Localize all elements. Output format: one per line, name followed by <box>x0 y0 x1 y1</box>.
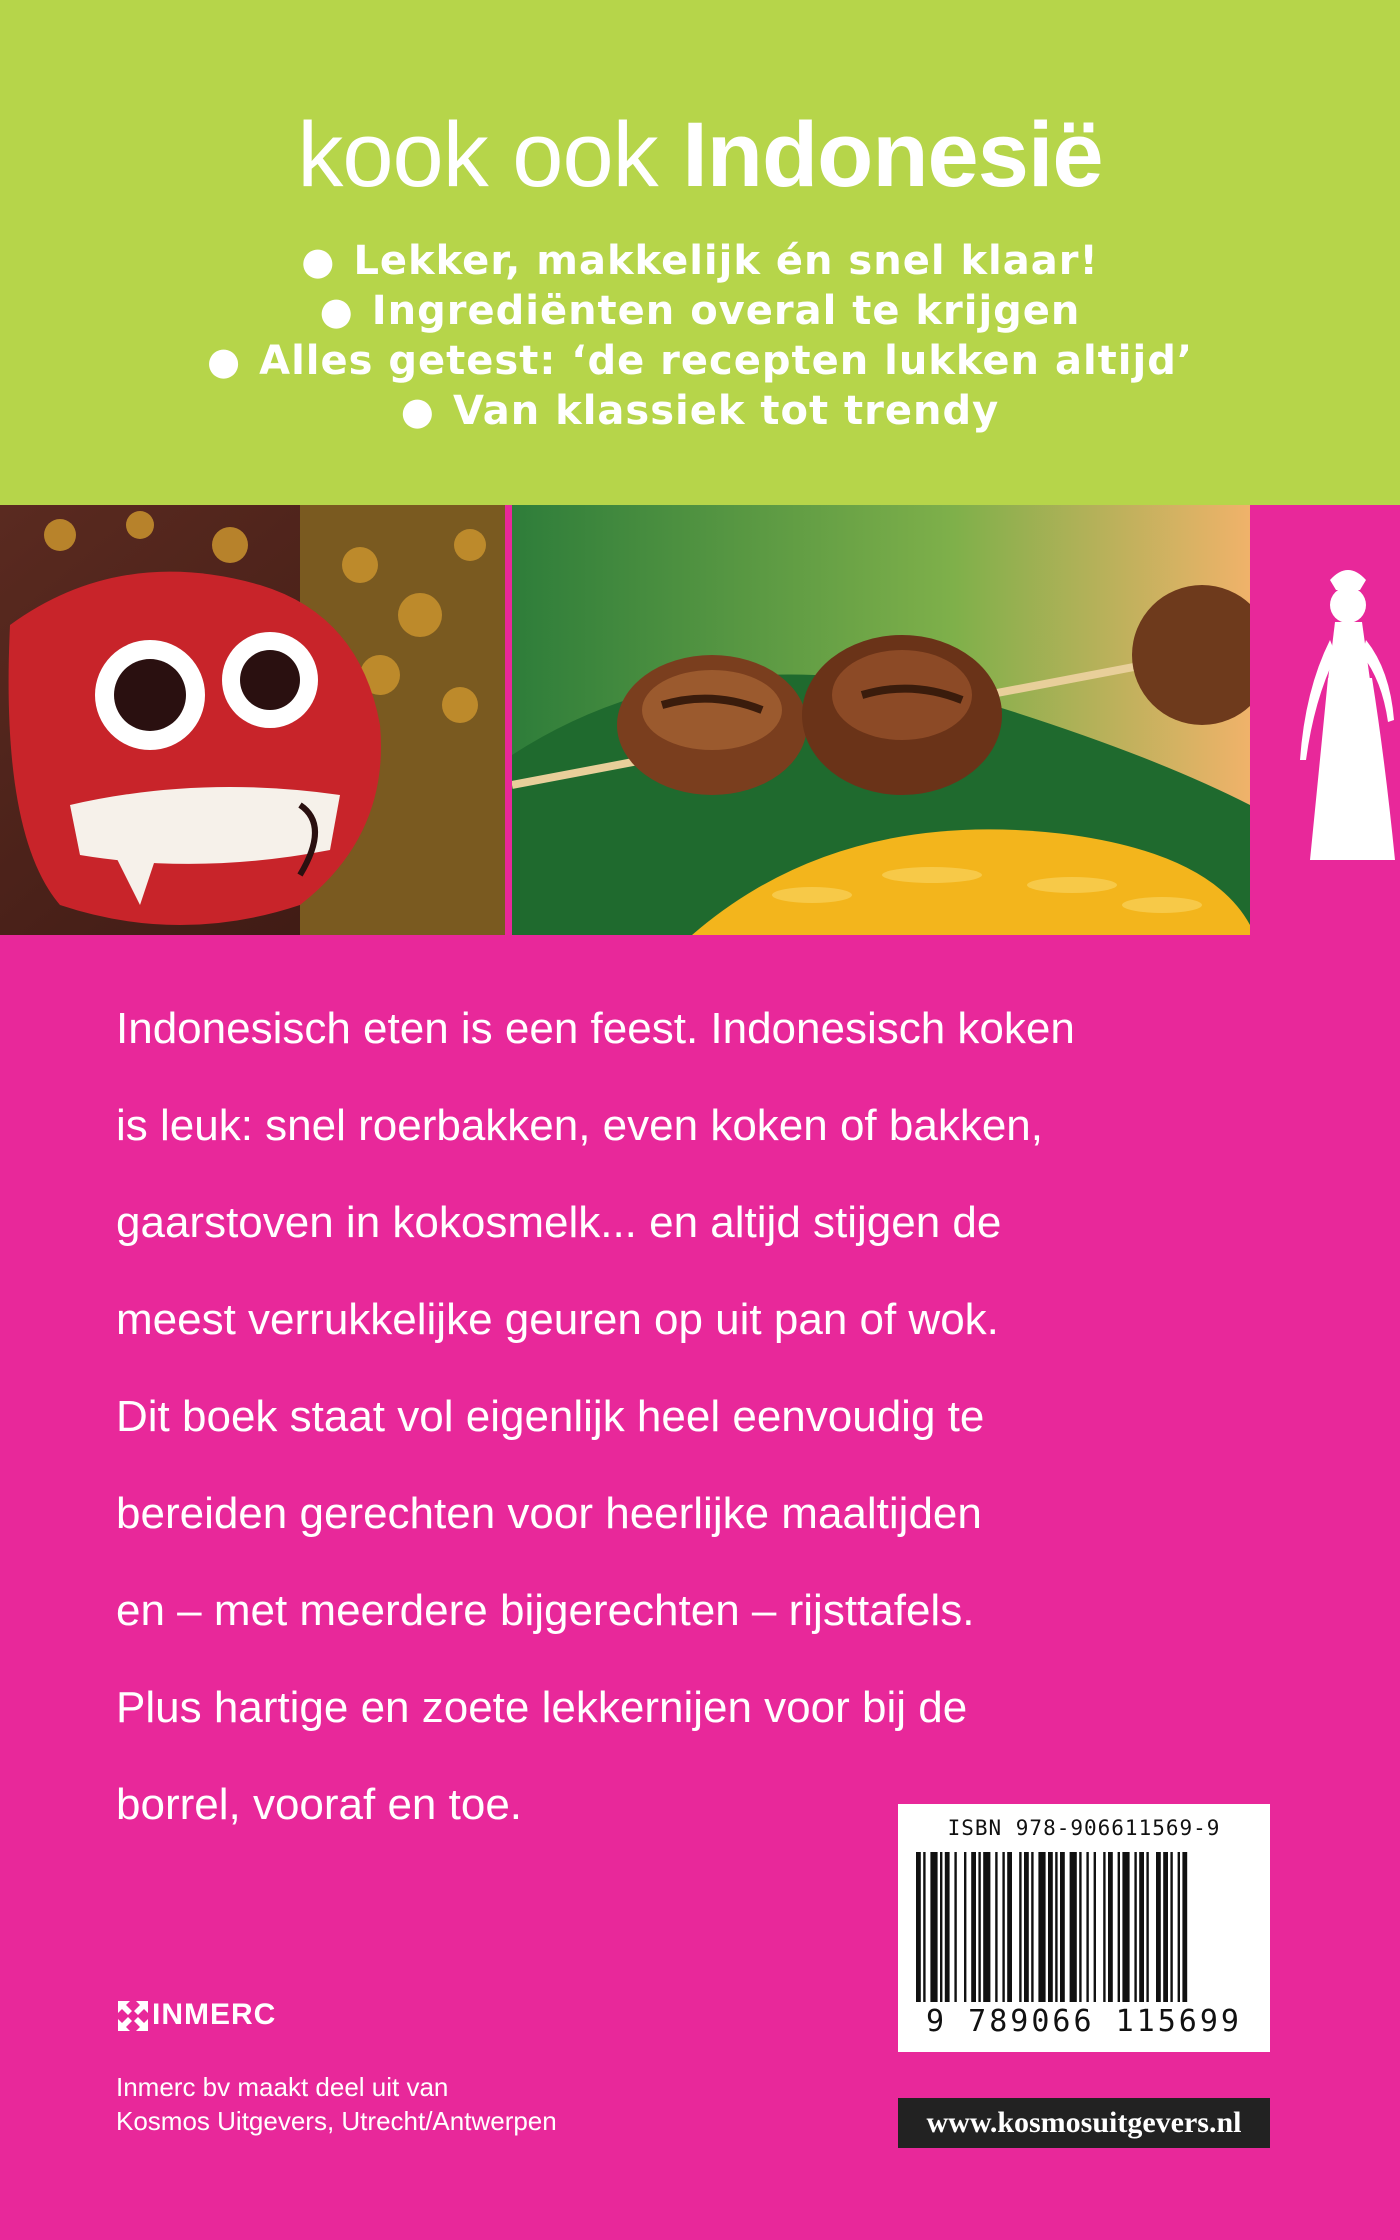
description-line: en – met meerdere bijgerechten – rijsttafels. <box>116 1586 975 1635</box>
description-line: Dit boek staat vol eigenlijk heel eenvoudig te <box>116 1392 985 1441</box>
barcode-bar <box>1122 1852 1129 2002</box>
barcode-bar <box>1163 1852 1168 2002</box>
feature-item <box>0 386 1400 436</box>
barcode-bar <box>923 1852 925 2002</box>
description-line: gaarstoven in kokosmelk... en altijd stijgen de <box>116 1198 1002 1247</box>
bullet-icon: ● <box>301 239 336 283</box>
barcode-icon <box>916 1852 1252 2002</box>
feature-text: Lekker, makkelijk én snel klaar! <box>353 238 1099 284</box>
barong-mask-photo <box>0 505 505 935</box>
title-main: Indonesië <box>682 104 1103 206</box>
barcode-bar <box>1019 1852 1021 2002</box>
barcode-box <box>898 1804 1270 2052</box>
barcode-bar <box>1178 1852 1180 2002</box>
barcode-bar <box>1146 1852 1148 2002</box>
barcode-bar <box>1094 1852 1096 2002</box>
barcode-bar <box>1170 1852 1172 2002</box>
title-prefix: kook ook <box>297 104 658 206</box>
barcode-bar <box>964 1852 966 2002</box>
feature-item <box>0 336 1400 386</box>
feature-item <box>0 236 1400 286</box>
barcode-bar <box>1024 1852 1029 2002</box>
book-title <box>0 100 1400 210</box>
barcode-bar <box>930 1852 937 2002</box>
barcode-bar <box>945 1852 950 2002</box>
barcode-bar <box>1060 1852 1065 2002</box>
publisher-note-line: Inmerc bv maakt deel uit van <box>116 2072 449 2102</box>
barcode-bar <box>916 1852 921 2002</box>
barcode-bar <box>1048 1852 1053 2002</box>
photo-strip <box>0 505 1250 935</box>
barcode-bar <box>954 1852 956 2002</box>
barcode-bar <box>1182 1852 1187 2002</box>
bullet-icon: ● <box>319 289 354 333</box>
feature-list <box>0 236 1400 436</box>
feature-text: Alles getest: ‘de recepten lukken altijd’ <box>259 338 1194 384</box>
publisher-logo <box>116 1998 276 2033</box>
isbn-number: ISBN 978-906611569-9 <box>947 1816 1221 1840</box>
barcode-bar <box>1103 1852 1105 2002</box>
barcode-bar <box>978 1852 980 2002</box>
barcode-bar <box>1134 1852 1136 2002</box>
description-line: meest verrukkelijke geuren op uit pan of wok. <box>116 1295 999 1344</box>
description-line: bereiden gerechten voor heerlijke maaltijden <box>116 1489 982 1538</box>
inmerc-arrows-icon <box>116 1999 150 2033</box>
publisher-note-line: Kosmos Uitgevers, Utrecht/Antwerpen <box>116 2106 557 2136</box>
satay-photo <box>512 505 1250 935</box>
description <box>116 980 1116 1853</box>
publisher-url: www.kosmosuitgevers.nl <box>898 2098 1270 2148</box>
barcode-bar <box>1139 1852 1144 2002</box>
feature-text: Van klassiek tot trendy <box>452 388 1000 434</box>
bullet-icon: ● <box>206 339 242 383</box>
description-line: borrel, vooraf en toe. <box>116 1780 523 1829</box>
barcode-bar <box>983 1852 990 2002</box>
barcode-bar <box>1007 1852 1012 2002</box>
description-line: Plus hartige en zoete lekkernijen voor bij de <box>116 1683 968 1732</box>
barcode-bar <box>971 1852 976 2002</box>
barcode-bar <box>1031 1852 1033 2002</box>
barcode-bar <box>1079 1852 1081 2002</box>
wayang-puppet-icon <box>1290 560 1400 890</box>
barcode-bar <box>1108 1852 1113 2002</box>
bullet-icon: ● <box>400 389 435 433</box>
publisher-logo-text: INMERC <box>152 1998 277 2031</box>
publisher-note <box>116 2070 557 2138</box>
feature-text: Ingrediënten overal te krijgen <box>371 288 1081 334</box>
barcode-bar <box>1070 1852 1077 2002</box>
barcode-bar <box>1038 1852 1045 2002</box>
feature-item <box>0 286 1400 336</box>
barcode-bar <box>1118 1852 1120 2002</box>
barcode-bar <box>1002 1852 1004 2002</box>
description-line: Indonesisch eten is een feest. Indonesisch koken <box>116 1004 1075 1053</box>
barcode-bar <box>995 1852 997 2002</box>
description-line: is leuk: snel roerbakken, even koken of bakken, <box>116 1101 1043 1150</box>
ean-number: 9 789066 115699 <box>926 2004 1242 2039</box>
barcode-bar <box>1055 1852 1057 2002</box>
barcode-bar <box>1086 1852 1088 2002</box>
photo-divider <box>505 505 512 935</box>
barcode-bar <box>1156 1852 1161 2002</box>
barcode-bar <box>940 1852 942 2002</box>
